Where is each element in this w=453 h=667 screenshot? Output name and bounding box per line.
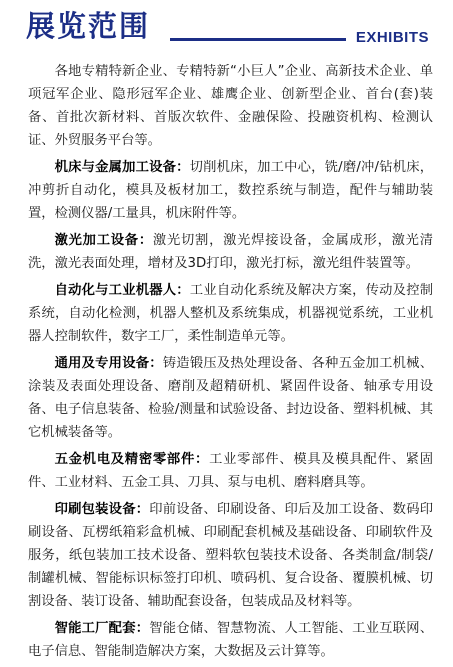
exhibit-content xyxy=(28,60,433,667)
section-hardware xyxy=(28,448,433,494)
section-text: 切削机床，加工中心，铣/磨/冲/钻机床，冲剪折自动化，模具及板材加工，数控系统与制造，配件与辅助装置，检测仪器/工量具，机床附件等。 xyxy=(28,160,434,221)
section-text: 激光切割，激光焊接设备，金属成形，激光清洗，激光表面处理，增材及3D打印，激光打标，激光组件装置等。 xyxy=(28,233,434,271)
section-heading: 机床与金属加工设备： xyxy=(54,160,190,175)
page-title: 展览范围 xyxy=(26,9,151,43)
section-heading: 印刷包装设备： xyxy=(54,502,150,517)
section-laser xyxy=(28,229,433,275)
section-heading: 自动化与工业机器人： xyxy=(54,283,190,298)
page-header xyxy=(0,0,453,58)
section-heading: 激光加工设备： xyxy=(54,233,153,248)
section-text: 印前设备、印刷设备、印后及加工设备、数码印刷设备、瓦楞纸箱彩盒机械、印刷配套机械及基础设备、印刷软件及服务，纸包装加工技术设备、塑料软包装技术设备、各类制盒/制袋/制罐机械、智能标识标签打印机、喷码机、复合设备、覆膜机械、切割设备、装订设备、辅助配套设备，包装成品及材料等。 xyxy=(28,502,434,609)
section-heading: 通用及专用设备： xyxy=(54,356,163,371)
english-label: EXHIBITS xyxy=(355,29,429,46)
section-text: 工业零部件、模具及模具配件、紧固件、工业材料、五金工具、刀具、泵与电机、磨料磨具等。 xyxy=(28,452,434,490)
section-smart-factory xyxy=(28,617,433,663)
section-automation xyxy=(28,279,433,348)
section-general-equipment xyxy=(28,352,433,444)
section-text: 智能仓储、智慧物流、人工智能、工业互联网、电子信息、智能制造解决方案，大数据及云计算等。 xyxy=(28,621,434,659)
section-printing xyxy=(28,498,433,613)
title-divider xyxy=(170,38,346,41)
section-text: 铸造锻压及热处理设备、各种五金加工机械、涂装及表面处理设备、磨削及超精研机、紧固件设备、轴承专用设备、电子信息装备、检验/测量和试验设备、封边设备、塑料机械、其它机械装备等。 xyxy=(28,356,434,440)
section-heading: 智能工厂配套： xyxy=(54,621,150,636)
section-machine-tools xyxy=(28,156,433,225)
section-text: 工业自动化系统及解决方案，传动及控制系统，自动化检测，机器人整机及系统集成，机器视觉系统，工业机器人控制软件，数字工厂，柔性制造单元等。 xyxy=(28,283,434,344)
intro-paragraph: 各地专精特新企业、专精特新“小巨人”企业、高新技术企业、单项冠军企业、隐形冠军企业、雄鹰企业、创新型企业、首台(套)装备、首批次新材料、首版次软件、金融保险、投融资机构、检测认证、外贸服务平台等。 xyxy=(28,64,433,148)
section-heading: 五金机电及精密零部件： xyxy=(54,452,210,467)
